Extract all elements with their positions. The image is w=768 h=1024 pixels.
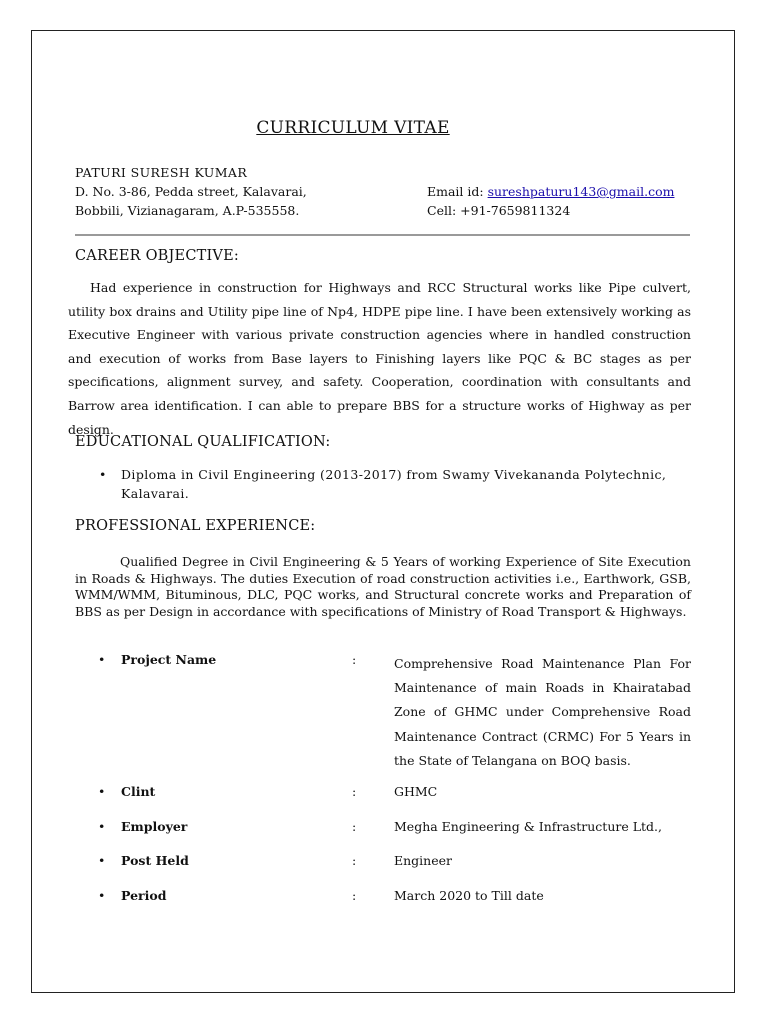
detail-separator: : <box>352 652 357 667</box>
address-line-1: D. No. 3-86, Pedda street, Kalavarai, <box>75 184 307 199</box>
email-link[interactable]: sureshpaturu143@gmail.com <box>487 184 675 199</box>
detail-separator: : <box>352 819 357 834</box>
bullet-icon: • <box>98 819 106 834</box>
bullet-icon: • <box>99 467 107 482</box>
career-objective-paragraph: Had experience in construction for Highways and RCC Structural works like Pipe culvert, utility box drains and Utility pipe line of Np4, HDPE pipe line. I have been extensively working as Executive Engineer with various private construction agencies where in handled construction and execution of works from Base layers to Finishing layers like PQC & BC stages as per specifications, alignment survey, and safety. Cooperation, coordination with consultants and Barrow area identification. I can able to prepare BBS for a structure works of Highway as per design. <box>68 280 691 437</box>
detail-separator: : <box>352 784 357 799</box>
detail-value: March 2020 to Till date <box>394 888 544 903</box>
education-list <box>99 465 679 503</box>
candidate-name: PATURI SURESH KUMAR <box>75 165 248 180</box>
detail-label: Post Held <box>121 853 189 868</box>
detail-separator: : <box>352 853 357 868</box>
email-row <box>427 184 674 199</box>
education-heading: EDUCATIONAL QUALIFICATION: <box>75 434 331 450</box>
bullet-icon: • <box>98 853 106 868</box>
education-item-text: Diploma in Civil Engineering (2013-2017) from Swamy Vivekananda Polytechnic, Kalavarai. <box>121 467 667 501</box>
bullet-icon: • <box>98 888 106 903</box>
career-objective-heading: CAREER OBJECTIVE: <box>75 248 239 264</box>
header-divider <box>75 234 690 236</box>
document-title: CURRICULUM VITAE <box>256 118 450 138</box>
detail-value: Comprehensive Road Maintenance Plan For Maintenance of main Roads in Khairatabad Zone of GHMC under Comprehensive Road Maintenance Contract (CRMC) For 5 Years in the State of Telangana on BOQ basis. <box>394 656 691 768</box>
detail-value: Engineer <box>394 853 452 868</box>
cell-number: Cell: +91-7659811324 <box>427 203 571 218</box>
career-objective-text <box>68 276 691 441</box>
detail-separator: : <box>352 888 357 903</box>
education-item <box>99 465 679 503</box>
bullet-icon: • <box>98 652 106 667</box>
email-label: Email id: <box>427 184 488 199</box>
detail-value: GHMC <box>394 784 438 799</box>
address-line-2: Bobbili, Vizianagaram, A.P-535558. <box>75 203 300 218</box>
experience-heading: PROFESSIONAL EXPERIENCE: <box>75 518 316 534</box>
detail-label: Project Name <box>121 652 217 667</box>
detail-label: Period <box>121 888 167 903</box>
experience-summary-text: Qualified Degree in Civil Engineering & 5 Years of working Experience of Site Execution in Roads & Highways. The duties Execution of road construction activities i.e., Earthwork, GSB, WMM/WMM, Bituminous, DLC, PQC works, and Structural concrete works and Preparation of BBS as per Design in accordance with specifications of Ministry of Road Transport & Highways. <box>75 554 691 619</box>
detail-value: Megha Engineering & Infrastructure Ltd., <box>394 819 662 834</box>
experience-summary <box>75 554 691 620</box>
bullet-icon: • <box>98 784 106 799</box>
detail-label: Clint <box>121 784 156 799</box>
detail-label: Employer <box>121 819 188 834</box>
